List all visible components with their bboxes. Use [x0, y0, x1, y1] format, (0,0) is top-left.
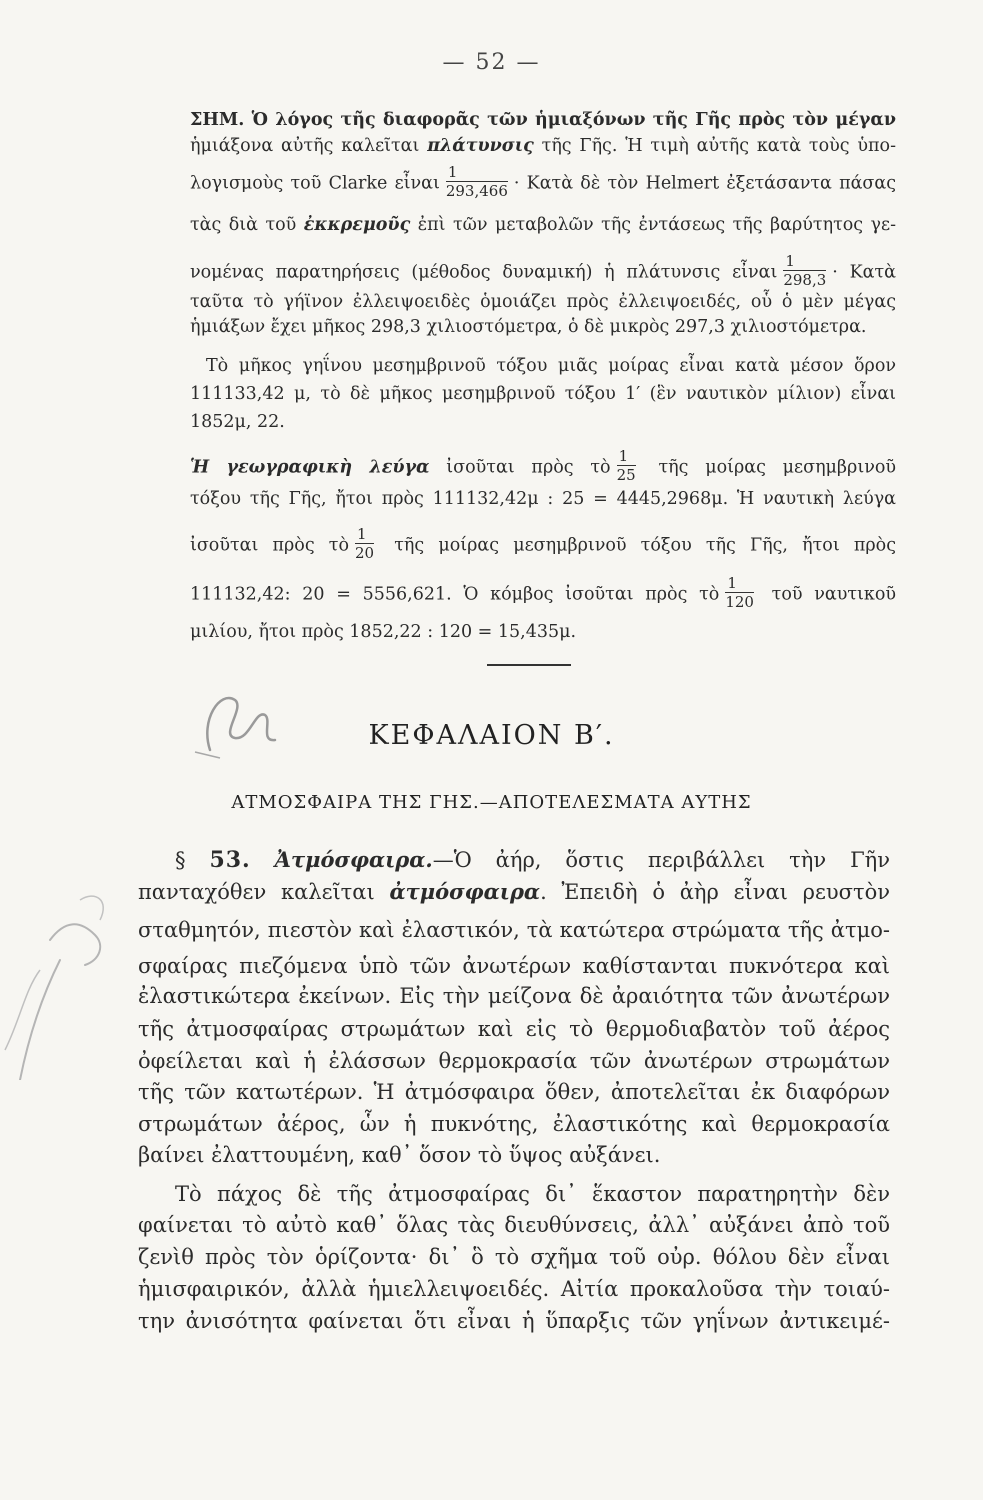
- footnote-text: ΣΗΜ. Ὁ λόγος τῆς διαφορᾶς τῶν ἡμιαξόνων τῆς Γῆς πρὸς τὸν μέγαν: [190, 110, 896, 130]
- fraction-numerator: 1: [725, 576, 754, 593]
- body-line: τῆς ἀτμοσφαίρας στρωμάτων καὶ εἰς τὸ θερμοδιαβατὸν τοῦ ἀέρος: [138, 1017, 890, 1041]
- footnote-text: 111132,42: 20 = 5556,621. Ὁ κόμβος ἰσοῦται πρὸς τὸ: [190, 584, 720, 605]
- body-line: ὀφείλεται καὶ ἡ ἐλάσσων θερμοκρασία τῶν ἀνωτέρων στρωμάτων: [138, 1049, 890, 1073]
- footnote-text: ἐπὶ τῶν μεταβολῶν τῆς ἐντάσεως τῆς βαρύτητος γε-: [410, 215, 896, 235]
- footnote-text: ταῦτα τὸ γήϊνον ἐλλειψοειδὲς ὁμοιάζει πρὸς ἐλλειψοειδές, οὗ ὁ μὲν μέγας: [190, 292, 896, 312]
- fraction-clarke: [446, 165, 508, 199]
- fraction-denominator: 120: [725, 593, 754, 611]
- body-line: φαίνεται τὸ αὐτὸ καθ᾽ ὅλας τὰς διευθύνσεις, ἀλλ᾽ αὐξάνει ἀπὸ τοῦ: [138, 1213, 890, 1237]
- chapter-title: ΚΕΦΑΛΑΙΟΝ Β′.: [368, 720, 615, 751]
- fraction-denominator: 20: [355, 544, 375, 562]
- footnote-text: τῆς Γῆς. Ἡ τιμὴ αὐτῆς κατὰ τοὺς ὑπο-: [533, 136, 896, 156]
- footnote-text: μιλίου, ἤτοι πρὸς 1852,22 : 120 = 15,435μ.: [190, 622, 577, 642]
- fraction-numerator: 1: [355, 527, 374, 544]
- section-number: 53.: [209, 847, 251, 873]
- body-line: στρωμάτων ἀέρος, ὧν ἡ πυκνότης, ἐλαστικότης καὶ θερμοκρασία: [138, 1112, 890, 1136]
- footnote-line: [190, 290, 896, 314]
- footnote-text: τοῦ ναυτικοῦ: [759, 584, 896, 605]
- fraction-1-25: [617, 449, 636, 483]
- body-line: σφαίρας πιεζόμενα ὑπὸ τῶν ἀνωτέρων καθίστανται πυκνότερα καὶ: [138, 954, 890, 978]
- body-line: ζενὶθ πρὸς τὸν ὁρίζοντα· δι᾽ ὃ τὸ σχῆμα τοῦ οὐρ. θόλου δὲν εἶναι: [138, 1245, 890, 1269]
- footnote-text: ἰσοῦται πρὸς τὸ: [429, 457, 611, 478]
- fraction-denominator: 298,3: [783, 271, 827, 289]
- footnote-line: [190, 620, 896, 644]
- footnote-line: [190, 382, 896, 406]
- footnote-line: [190, 487, 896, 511]
- footnote-line: [190, 213, 896, 237]
- footnote-text: τόξου τῆς Γῆς, ἤτοι πρὸς 111132,42μ : 25 = 4445,2968μ. Ἡ ναυτικὴ λεύγα: [190, 489, 896, 509]
- footnote-text: ἡμιάξονα αὐτῆς καλεῖται: [190, 136, 428, 156]
- footnote-text: 1852μ, 22.: [190, 412, 285, 432]
- fraction-denominator: 25: [616, 466, 636, 484]
- body-line: ἡμισφαιρικόν, ἀλλὰ ἡμιελλειψοειδές. Αἰτία προκαλοῦσα τὴν τοιαύ-: [138, 1277, 890, 1301]
- body-line: βαίνει ἐλαττουμένη, καθ᾽ ὅσον τὸ ὕψος αὐξάνει.: [138, 1143, 661, 1167]
- footnote-line: [206, 354, 896, 378]
- fraction-helmert: [783, 254, 826, 288]
- section-heading-line: [175, 844, 890, 876]
- footnote-text: 111133,42 μ, τὸ δὲ μῆκος μεσημβρινοῦ τόξου 1′ (ἓν ναυτικὸν μίλιον) εἶναι: [190, 384, 896, 404]
- footnote-text: ἡμιάξων ἔχει μῆκος 298,3 χιλιοστόμετρα, ὁ δὲ μικρὸς 297,3 χιλιοστόμετρα.: [190, 317, 867, 337]
- term-atmosphere: ἀτμόσφαιρα: [389, 879, 541, 904]
- footnote-line: [190, 447, 897, 485]
- fraction-denominator: 293,466: [445, 182, 508, 200]
- section-title: Ἀτμόσφαιρα.: [274, 847, 433, 872]
- footnote-text: Τὸ μῆκος γηΐνου μεσημβρινοῦ τόξου μιᾶς μοίρας εἶναι κατὰ μέσον ὅρον: [206, 356, 896, 376]
- footnote-line: [190, 574, 896, 612]
- footnote-line: [190, 163, 896, 201]
- footnote-line: [190, 525, 896, 563]
- body-line: τῆς τῶν κατωτέρων. Ἡ ἀτμόσφαιρα ὅθεν, ἀποτελεῖται ἐκ διαφόρων: [138, 1080, 890, 1104]
- footnote-line: [190, 252, 896, 290]
- section-symbol: §: [175, 848, 186, 872]
- page-number: — 52 —: [442, 50, 541, 75]
- body-text: . Ἐπειδὴ ὁ ἀὴρ εἶναι ρευστὸν: [540, 880, 890, 904]
- footnote-text: τὰς διὰ τοῦ: [190, 215, 304, 235]
- fraction-1-120: [725, 576, 754, 610]
- footnote-line: [190, 108, 896, 132]
- fraction-numerator: 1: [783, 254, 826, 271]
- body-text: —Ὁ ἀήρ, ὅστις περιβάλλει τὴν Γῆν: [432, 848, 890, 872]
- body-line: την ἀνισότητα φαίνεται ὅτι εἶναι ἡ ὕπαρξις τῶν γηΐνων ἀντικειμέ-: [138, 1309, 890, 1333]
- fraction-numerator: 1: [446, 165, 508, 182]
- handwritten-margin-note-icon: [0, 880, 130, 1080]
- footnote-text: λογισμοὺς τοῦ Clarke εἶναι: [190, 173, 440, 194]
- body-line: ἐλαστικώτερα ἐκείνων. Εἰς τὴν μείζονα δὲ ἀραιότητα τῶν ἀνωτέρων: [138, 984, 890, 1008]
- footnote-text: τῆς μοίρας μεσημβρινοῦ τόξου τῆς Γῆς, ἤτοι πρὸς: [380, 535, 896, 556]
- body-line: Τὸ πάχος δὲ τῆς ἀτμοσφαίρας δι᾽ ἕκαστον παρατηρητὴν δὲν: [175, 1182, 890, 1206]
- term-platynsis: πλάτυνσις: [427, 136, 534, 156]
- footnote-line: [190, 134, 896, 158]
- term-geographic-league: Ἡ γεωγραφικὴ λεύγα: [190, 457, 430, 478]
- fraction-1-20: [355, 527, 374, 561]
- body-line: σταθμητόν, πιεστὸν καὶ ἐλαστικόν, τὰ κατώτερα στρώματα τῆς ἀτμο-: [138, 918, 890, 942]
- section-divider: [487, 664, 571, 666]
- footnote-line: [190, 315, 896, 339]
- footnote-text: · Κατὰ: [832, 262, 896, 283]
- fraction-numerator: 1: [617, 449, 636, 466]
- footnote-text: ἰσοῦται πρὸς τὸ: [190, 535, 349, 556]
- body-line: [138, 876, 890, 908]
- footnote-text: · Κατὰ δὲ τὸν Helmert ἐξετάσαντα πάσας: [513, 173, 896, 194]
- body-text: πανταχόθεν καλεῖται: [138, 880, 390, 904]
- term-pendulum: ἐκκρεμοῦς: [303, 215, 411, 235]
- footnote-line: [190, 410, 896, 434]
- footnote-text: τῆς μοίρας μεσημβρινοῦ: [641, 457, 897, 478]
- footnote-text: νομένας παρατηρήσεις (μέθοδος δυναμική) ἡ πλάτυνσις εἶναι: [190, 262, 778, 283]
- chapter-subtitle: ΑΤΜΟΣΦΑΙΡΑ ΤΗΣ ΓΗΣ.—ΑΠΟΤΕΛΕΣΜΑΤΑ ΑΥΤΗΣ: [231, 792, 752, 813]
